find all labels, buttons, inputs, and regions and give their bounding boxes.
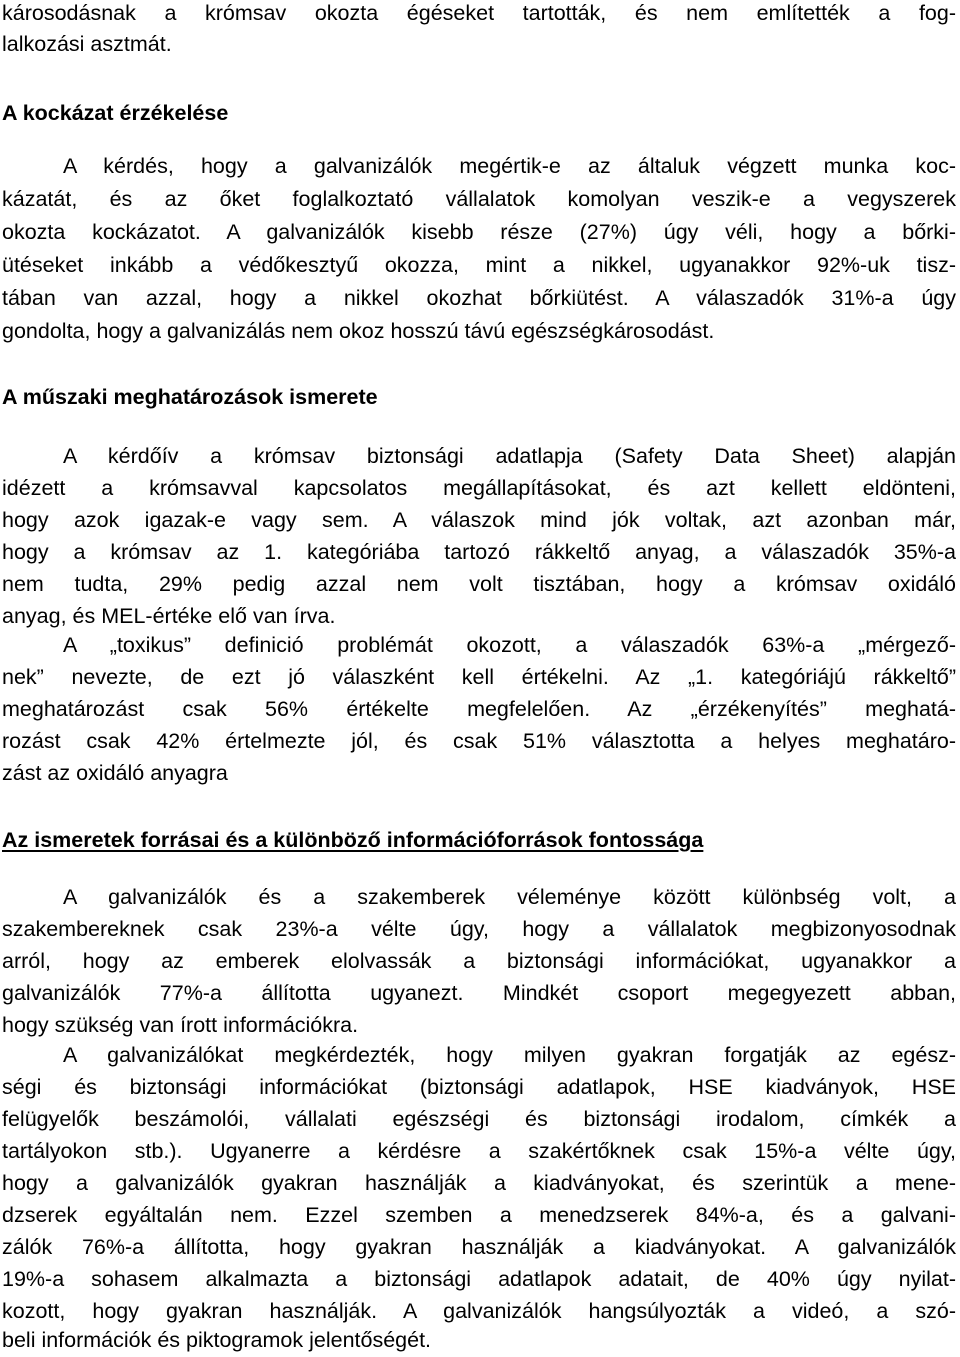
text-line: hogy a krómsav az 1. kategóriába tartozó rákkeltő anyag, a válaszadók 35%-a xyxy=(2,540,956,564)
text-line: A galvanizálókat megkérdezték, hogy milyen gyakran forgatják az egész- xyxy=(63,1043,956,1067)
text-line: szakembereknek csak 23%-a vélte úgy, hogy a vállalatok megbizonyosodnak xyxy=(2,917,956,941)
section-heading: Az ismeretek forrásai és a különböző információforrások fontossága xyxy=(2,828,704,852)
text-line: beli információk és piktogramok jelentőségét. xyxy=(2,1328,432,1352)
text-line: hogy szükség van írott információkra. xyxy=(2,1013,359,1037)
text-line: idézett a krómsavval kapcsolatos megállapításokat, és azt kellett eldönteni, xyxy=(2,476,956,500)
text-line: 19%-a sohasem alkalmazta a biztonsági adatlapok adatait, de 40% úgy nyilat- xyxy=(2,1267,956,1291)
text-line: anyag, és MEL-értéke elő van írva. xyxy=(2,604,336,628)
text-line: kozott, hogy gyakran használják. A galvanizálók hangsúlyozták a videó, a szó- xyxy=(2,1299,956,1323)
text-line: károsodásnak a krómsav okozta égéseket tartották, és nem említették a fog- xyxy=(2,1,956,25)
text-line: ütéseket inkább a védőkesztyű okozza, mint a nikkel, ugyanakkor 92%-uk tisz- xyxy=(2,253,956,277)
text-line: hogy a galvanizálók gyakran használják a kiadványokat, és szerintük a mene- xyxy=(2,1171,956,1195)
text-line: nem tudta, 29% pedig azzal nem volt tisztában, hogy a krómsav oxidáló xyxy=(2,572,956,596)
text-line: kázatát, és az őket foglalkoztató vállalatok komolyan veszik-e a vegyszerek xyxy=(2,187,956,211)
text-line: hogy azok igazak-e vagy sem. A válaszok mind jók voltak, azt azonban már, xyxy=(2,508,956,532)
text-line: ségi és biztonsági információkat (biztonsági adatlapok, HSE kiadványok, HSE xyxy=(2,1075,956,1099)
text-line: zálók 76%-a állította, hogy gyakran használják a kiadványokat. A galvanizálók xyxy=(2,1235,956,1259)
text-line: meghatározást csak 56% értékelte megfelelően. Az „érzékenyítés” meghatá- xyxy=(2,697,956,721)
text-line: nek” nevezte, de ezt jó válaszként kell értékelni. Az „1. kategóriájú rákkeltő” xyxy=(2,665,956,689)
section-heading: A műszaki meghatározások ismerete xyxy=(2,385,378,409)
text-line: dzserek egyáltalán nem. Ezzel szemben a menedzserek 84%-a, és a galvani- xyxy=(2,1203,956,1227)
text-line: okozta kockázatot. A galvanizálók kisebb része (27%) úgy véli, hogy a bőrki- xyxy=(2,220,956,244)
text-line: tában van azzal, hogy a nikkel okozhat bőrkiütést. A válaszadók 31%-a úgy xyxy=(2,286,956,310)
text-line: A kérdőív a krómsav biztonsági adatlapja (Safety Data Sheet) alapján xyxy=(63,444,956,468)
text-line: arról, hogy az emberek elolvassák a biztonsági információkat, ugyanakkor a xyxy=(2,949,956,973)
text-line: A kérdés, hogy a galvanizálók megértik-e az általuk végzett munka koc- xyxy=(63,154,956,178)
text-line: A galvanizálók és a szakemberek véleménye között különbség volt, a xyxy=(63,885,956,909)
section-heading: A kockázat érzékelése xyxy=(2,101,229,125)
text-line: gondolta, hogy a galvanizálás nem okoz hosszú távú egészségkárosodást. xyxy=(2,319,715,343)
text-line: zást az oxidáló anyagra xyxy=(2,761,228,785)
text-line: galvanizálók 77%-a állította ugyanezt. Mindkét csoport megegyezett abban, xyxy=(2,981,956,1005)
text-line: rozást csak 42% értelmezte jól, és csak 51% választotta a helyes meghatáro- xyxy=(2,729,956,753)
text-line: felügyelők beszámolói, vállalati egészségi és biztonsági irodalom, címkék a xyxy=(2,1107,956,1131)
text-line: tartályokon stb.). Ugyanerre a kérdésre a szakértőknek csak 15%-a vélte úgy, xyxy=(2,1139,956,1163)
text-line: A „toxikus” definició problémát okozott, a válaszadók 63%-a „mérgező- xyxy=(63,633,956,657)
text-line: lalkozási asztmát. xyxy=(2,32,172,56)
